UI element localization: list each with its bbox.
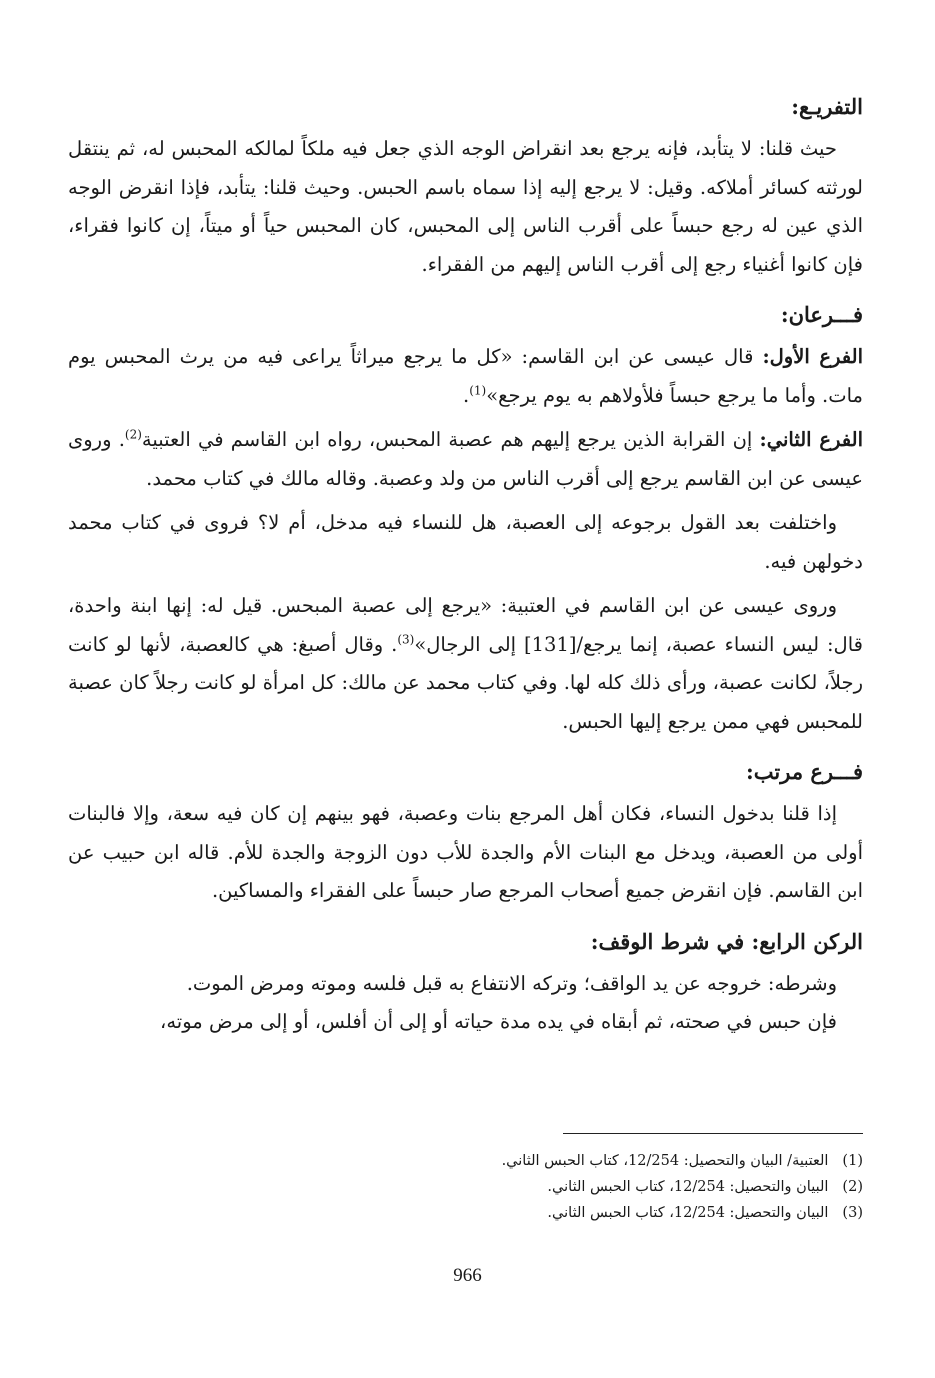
- branch-one-label: الفرع الأول:: [762, 345, 863, 368]
- page-body: [68, 88, 863, 1042]
- branch-two-text-a: إن القرابة الذين يرجع إليهم هم عصبة المحبس، رواه ابن القاسم في العتبية: [141, 428, 753, 451]
- paragraph-far-murattab: إذا قلنا بدخول النساء، فكان أهل المرجع بنات وعصبة، فهو بينهم إن كان فيه سعة، وإلا فالبنات أولى من العصبة، ويدخل مع البنات الأم والجدة للأب دون الزوجة والجدة للأم. قاله ابن حبيب عن ابن القاسم. فإن انقرض جميع أصحاب المرجع صار حبساً على الفقراء والمساكين.: [68, 802, 863, 902]
- paragraph-isa-riwaya: [68, 587, 863, 741]
- section-heading-rukn-rabi: الركن الرابع: في شرط الوقف:: [590, 928, 863, 954]
- footnote-3-number: (3): [842, 1205, 863, 1221]
- branch-one-end: .: [462, 383, 470, 407]
- footnote-2-number: (2): [842, 1179, 863, 1195]
- paragraph-branch-two: [68, 421, 863, 498]
- section-heading-far-an: فـــرعان:: [780, 302, 863, 327]
- page-number: 966: [453, 1265, 482, 1286]
- footnote-ref-2: (2): [124, 427, 142, 442]
- branch-two-text-b: . وروى عيسى عن ابن القاسم يرجع إلى أقرب الناس من ولد وعصبة. وقاله مالك في كتاب محمد.: [68, 428, 863, 490]
- paragraph-habs-sihha: فإن حبس في صحته، ثم أبقاه في يده مدة حياته أو إلى أن أفلس، أو إلى مرض موته،: [160, 1010, 837, 1033]
- footnote-ref-3: (3): [397, 632, 415, 646]
- paragraph-women-inclusion: واختلفت بعد القول برجوعه إلى العصبة، هل للنساء فيه مدخل، أم لا؟ فروى في كتاب محمد دخولهن فيه.: [68, 511, 863, 573]
- branch-two-label: الفرع الثاني:: [759, 428, 863, 451]
- footnote-1-number: (1): [842, 1153, 863, 1169]
- paragraph-branch-one: [68, 338, 863, 415]
- footnote-3: [68, 1200, 863, 1226]
- section-heading-tafri: التفريـع:: [791, 94, 863, 119]
- branch-one-text: قال عيسى عن ابن القاسم: «كل ما يرجع ميراثاً يراعى فيه من يرث المحبس يوم مات. وأما ما يرجع حبساً فلأولاهم به يوم يرجع»: [68, 345, 863, 407]
- section-heading-far-murattab: فـــرع مرتب:: [746, 759, 863, 784]
- footnotes: [68, 1148, 863, 1226]
- footnote-1-text: العتبية/ البيان والتحصيل: 12/254، كتاب الحبس الثاني.: [501, 1153, 829, 1169]
- footnote-2: [68, 1174, 863, 1200]
- footnote-divider: [563, 1133, 863, 1134]
- isa-riwaya-text-a: وروى عيسى عن ابن القاسم في العتبية: «يرجع إلى عصبة المبحس. قيل له: إنها ابنة واحدة، قال: ليس النساء عصبة، إنما يرجع/[131] إلى الرجال»: [68, 594, 863, 656]
- paragraph-shart-waqf: وشرطه: خروجه عن يد الواقف؛ وتركه الانتفاع به قبل فلسه وموته ومرض الموت.: [186, 971, 837, 995]
- paragraph-tafri: حيث قلنا: لا يتأبد، فإنه يرجع بعد انقراض الوجه الذي جعل فيه ملكاً لمالكه المحبس له، ثم ينتقل لورثته كسائر أملاكه. وقيل: لا يرجع إليه إذا سماه باسم الحبس. وحيث قلنا: يتأبد، فإذا انقرض الوجه الذي عين له رجع حبساً على أقرب الناس إلى المحبس، كان المحبس حياً أو ميتاً، إن كانوا فقراء، فإن كانوا أغنياء رجع إلى أقرب الناس إليهم من الفقراء.: [68, 137, 863, 276]
- isa-riwaya-text-b: . وقال أصبغ: هي كالعصبة، لأنها لو كانت رجلاً، لكانت عصبة، ورأى ذلك كله لها. وفي كتاب محمد عن مالك: كل امرأة لو كانت رجلاً كان عصبة للمحبس فهي ممن يرجع إليها الحبس.: [68, 632, 863, 733]
- footnote-3-text: البيان والتحصيل: 12/254، كتاب الحبس الثاني.: [547, 1205, 829, 1221]
- footnote-1: [68, 1148, 863, 1174]
- footnote-ref-1: (1): [469, 383, 487, 397]
- footnote-2-text: البيان والتحصيل: 12/254، كتاب الحبس الثاني.: [547, 1179, 829, 1195]
